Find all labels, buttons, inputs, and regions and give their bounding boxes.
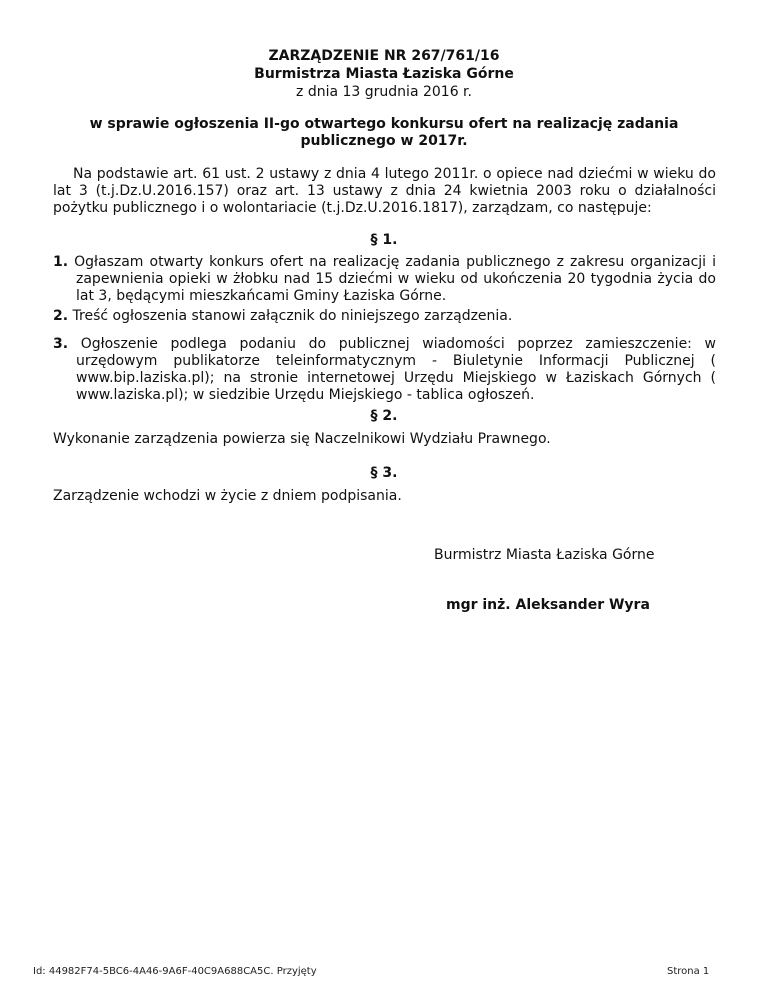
item-text: Ogłoszenie podlega podaniu do publicznej wiadomości poprzez zamieszczenie: w urzędowym publikatorze teleinformatycznym - Biuletynie Informacji Publicznej ( www.bip.laziska.pl); na stronie internetowej Urzędu Miejskiego w Łaziskach Górnych ( www.laziska.pl); w siedzibie Urzędu Miejskiego - tablica ogłoszeń. (76, 336, 717, 403)
footer-page-number: Strona 1 (667, 966, 710, 977)
document-date: z dnia 13 grudnia 2016 r. (296, 84, 472, 100)
section-1-item-2 (53, 308, 716, 325)
item-number: 1. (53, 254, 69, 270)
footer-document-id: Id: 44982F74-5BC6-4A46-9A6F-40C9A688CA5C. Przyjęty (33, 966, 317, 977)
signature-title: Burmistrz Miasta Łaziska Górne (434, 547, 655, 563)
section-1-item-3 (53, 336, 716, 404)
preamble: Na podstawie art. 61 ust. 2 ustawy z dnia 4 lutego 2011r. o opiece nad dziećmi w wieku do lat 3 (t.j.Dz.U.2016.157) oraz art. 13 ustawy z dnia 24 kwietnia 2003 roku o działalności pożytku publicznego i o wolontariacie (t.j.Dz.U.2016.1817), zarządzam, co następuje: (53, 166, 716, 216)
document-issuer: Burmistrza Miasta Łaziska Górne (254, 66, 514, 82)
item-number: 2. (53, 308, 69, 324)
signature-name: mgr inż. Aleksander Wyra (446, 597, 650, 613)
section-1-heading: § 1. (370, 232, 398, 248)
section-1-item-1 (53, 254, 716, 305)
item-number: 3. (53, 336, 69, 352)
document-subject: w sprawie ogłoszenia II-go otwartego konkursu ofert na realizację zadania publicznego w 2017r. (89, 116, 679, 149)
document-title: ZARZĄDZENIE NR 267/761/16 (268, 48, 500, 64)
item-text: Treść ogłoszenia stanowi załącznik do niniejszego zarządzenia. (72, 308, 513, 324)
section-2-text: Wykonanie zarządzenia powierza się Naczelnikowi Wydziału Prawnego. (53, 431, 551, 447)
section-3-heading: § 3. (370, 465, 398, 481)
section-2-heading: § 2. (370, 408, 398, 424)
item-text: Ogłaszam otwarty konkurs ofert na realizację zadania publicznego z zakresu organizacji i zapewnienia opieki w żłobku nad 15 dziećmi w wieku od ukończenia 20 tygodnia życia do lat 3, będącymi mieszkańcami Gminy Łaziska Górne. (74, 254, 717, 304)
section-3-text: Zarządzenie wchodzi w życie z dniem podpisania. (53, 488, 402, 504)
